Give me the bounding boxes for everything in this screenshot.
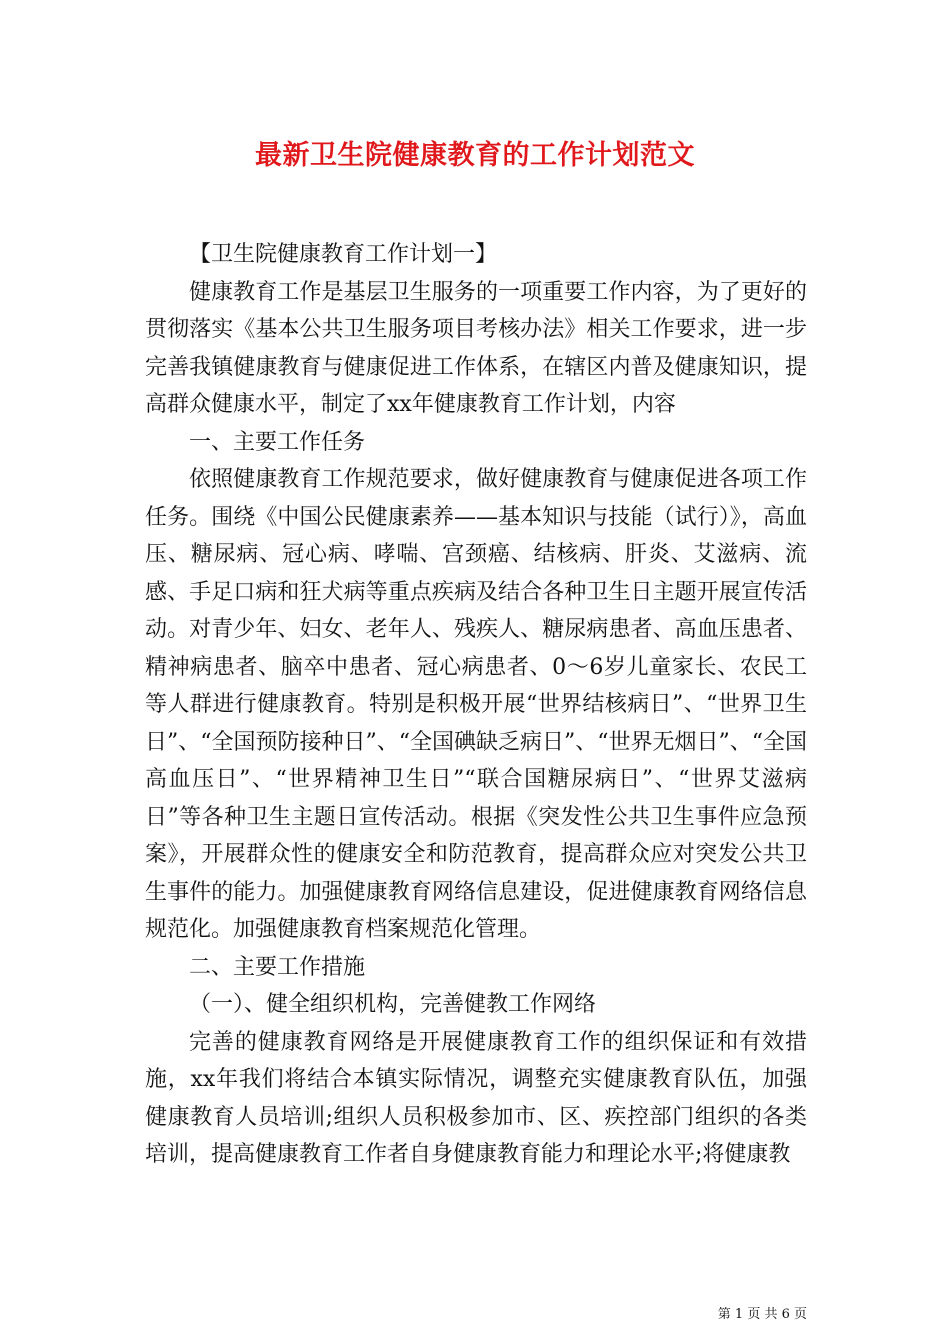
paragraph-tasks: 依照健康教育工作规范要求，做好健康教育与健康促进各项工作任务。围绕《中国公民健康素养——基本知识与技能（试行）》，高血压、糖尿病、冠心病、哮喘、宫颈癌、结核病、肝炎、艾滋病、流感、手足口病和狂犬病等重点疾病及结合各种卫生日主题开展宣传活动。对青少年、妇女、老年人、残疾人、糖尿病患者、高血压患者、精神病患者、脑卒中患者、冠心病患者、0～6岁儿童家长、农民工等人群进行健康教育。特别是积极开展“世界结核病日”、“世界卫生日”、“全国预防接种日”、“全国碘缺乏病日”、“世界无烟日”、“全国高血压日”、“世界精神卫生日”“联合国糖尿病日”、“世界艾滋病日”等各种卫生主题日宣传活动。根据《突发性公共卫生事件应急预案》，开展群众性的健康安全和防范教育，提高群众应对突发公共卫生事件的能力。加强健康教育网络信息建设，促进健康教育网络信息规范化。加强健康教育档案规范化管理。 [145, 467, 807, 942]
subsection-heading-organization: （一）、健全组织机构，完善健教工作网络 [189, 992, 597, 1017]
section-heading-main-tasks: 一、主要工作任务 [189, 429, 366, 455]
paragraph-intro: 健康教育工作是基层卫生服务的一项重要工作内容，为了更好的贯彻落实《基本公共卫生服务项目考核办法》相关工作要求，进一步完善我镇健康教育与健康促进工作体系，在辖区内普及健康知识，提高群众健康水平，制定了xx年健康教育工作计划，内容 [145, 279, 807, 417]
paragraph-network: 完善的健康教育网络是开展健康教育工作的组织保证和有效措施，xx年我们将结合本镇实际情况，调整充实健康教育队伍，加强健康教育人员培训;组织人员积极参加市、区、疾控部门组织的各类培训，提高健康教育工作者自身健康教育能力和理论水平;将健康教 [145, 1029, 807, 1167]
section-heading-main-measures: 二、主要工作措施 [189, 954, 366, 980]
section-heading-plan-one: 【卫生院健康教育工作计划一】 [189, 242, 498, 267]
page-number-footer: 第 1 页 共 6 页 [717, 1307, 807, 1322]
document-body [145, 236, 807, 1174]
document-title: 最新卫生院健康教育的工作计划范文 [255, 140, 695, 171]
